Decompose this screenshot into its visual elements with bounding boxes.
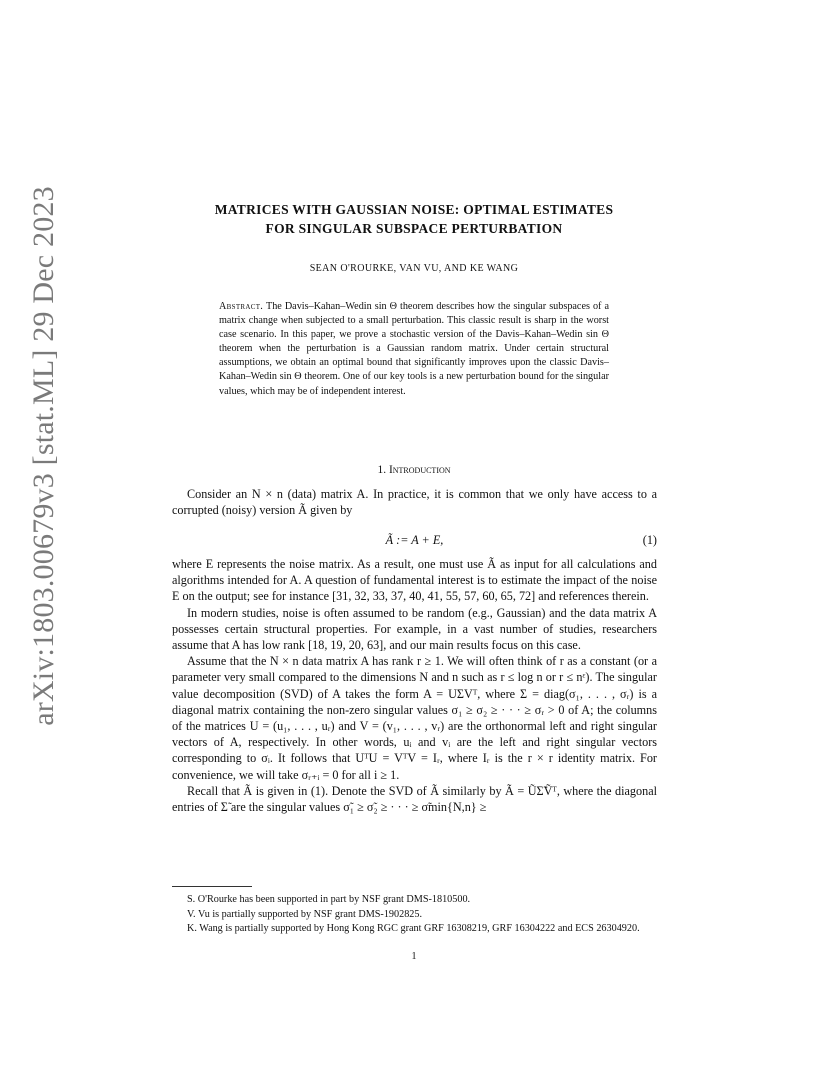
title-line-1: MATRICES WITH GAUSSIAN NOISE: OPTIMAL ESTIMATES xyxy=(214,202,614,217)
arxiv-stamp: arXiv:1803.00679v3 [stat.ML] 29 Dec 2023 xyxy=(27,186,60,726)
paragraph-4: Assume that the N × n data matrix A has rank r ≥ 1. We will often think of r as a constant (or a parameter very small compared to the dimensions N and n such as r ≤ log n or r ≤ nᵋ). The singular value decomposition (SVD) of A takes the form A = UΣVᵀ, where Σ = diag(σ₁, . . . , σᵣ) is a diagonal matrix containing the non-zero singular values σ₁ ≥ σ₂ ≥ · · · ≥ σᵣ > 0 of A; the columns of the matrices U = (u₁, . . . , uᵣ) and V = (v₁, . . . , vᵣ) are the orthonormal left and right singular vectors of A, respectively. In other words, uᵢ and vᵢ are the left and right singular vectors corresponding to σᵢ. It follows that UᵀU = VᵀV = Iᵣ, where Iᵣ is the r × r identity matrix. For convenience, we will take σᵣ₊ᵢ = 0 for all i ≥ 1. xyxy=(172,654,657,782)
footnote-2: V. Vu is partially supported by NSF grant DMS-1902825. xyxy=(187,908,423,920)
equation-body: Ã := A + E, xyxy=(385,533,444,547)
body-block-2 xyxy=(172,556,657,815)
title-line-2: FOR SINGULAR SUBSPACE PERTURBATION xyxy=(265,221,563,236)
abstract xyxy=(219,300,609,399)
page-number: 1 xyxy=(411,951,417,962)
abstract-text: The Davis–Kahan–Wedin sin Θ theorem describes how the singular subspaces of a matrix change when subjected to a small perturbation. This classic result is sharp in the worst case scenario. In this paper, we prove a stochastic version of the Davis–Kahan–Wedin sin Θ theorem when the perturbation is a Gaussian random matrix. Under certain structural assumptions, we obtain an optimal bound that significantly improves upon the classic Davis–Kahan–Wedin sin Θ theorem. One of our key tools is a new perturbation bound for the singular values, which may be of independent interest. xyxy=(219,301,609,397)
paragraph-2: where E represents the noise matrix. As a result, one must use Ã as input for all calculations and algorithms intended for A. A question of fundamental interest is to estimate the impact of the noise E on the output; see for instance [31, 32, 33, 37, 40, 41, 55, 57, 60, 65, 72] and references therein. xyxy=(172,557,657,604)
paragraph-3: In modern studies, noise is often assumed to be random (e.g., Gaussian) and the data matrix A possesses certain structural properties. For example, in a vast number of studies, researchers assume that A has low rank [18, 19, 20, 63], and our main results focus on this case. xyxy=(172,605,657,653)
body-block-1 xyxy=(172,486,657,518)
footnotes xyxy=(172,893,657,937)
section-number: 1. xyxy=(377,464,387,476)
paper-title xyxy=(160,200,668,238)
author-list: SEAN O'ROURKE, VAN VU, AND KE WANG xyxy=(309,263,519,274)
footnote-1: S. O'Rourke has been supported in part by NSF grant DMS-1810500. xyxy=(187,894,471,905)
equation-number: (1) xyxy=(642,533,657,547)
section-title: Introduction xyxy=(388,464,451,476)
paragraph-5: Recall that Ã is given in (1). Denote the SVD of Ã similarly by Ã = ŨΣ̃Ṽᵀ, where the diagonal entries of Σ̃ are the singular values σ̃₁ ≥ σ̃₂ ≥ · · · ≥ σ̃min{N,n} ≥ xyxy=(172,783,657,815)
footnote-3: K. Wang is partially supported by Hong Kong RGC grant GRF 16308219, GRF 16304222 and ECS 26304920. xyxy=(187,923,640,935)
equation-1 xyxy=(172,533,657,551)
paragraph-1: Consider an N × n (data) matrix A. In practice, it is common that we only have access to a corrupted (noisy) version Ã given by xyxy=(172,487,657,518)
footnote-rule xyxy=(172,886,252,887)
section-heading xyxy=(160,464,668,476)
abstract-heading: Abstract. xyxy=(219,301,264,312)
